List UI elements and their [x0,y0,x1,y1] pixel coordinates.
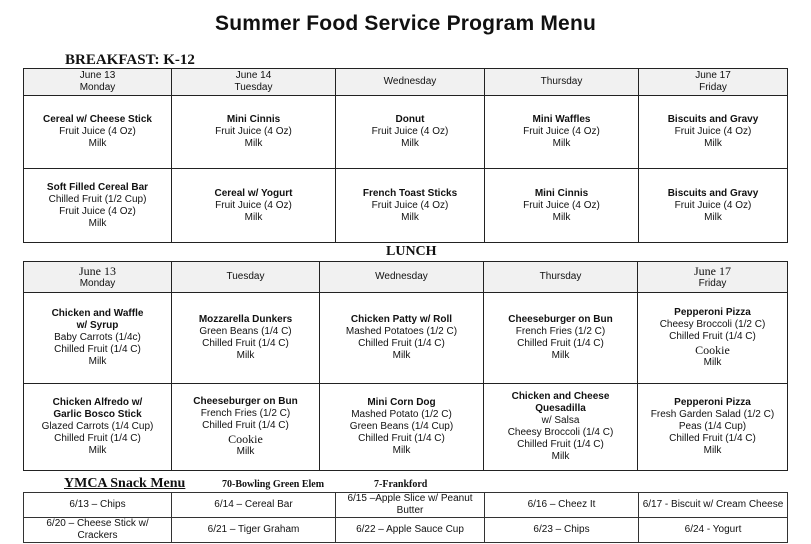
snack-cell: 6/20 – Cheese Stick w/ Crackers [24,518,172,543]
breakfast-heading: BREAKFAST: K-12 [65,52,195,68]
snack-location-2: 7-Frankford [374,479,428,490]
snack-cell: 6/21 – Tiger Graham [172,518,336,543]
breakfast-day-header: June 17 Friday [639,69,788,96]
snack-row [24,518,788,543]
menu-cell: Cereal w/ Yogurt Fruit Juice (4 Oz) Milk [172,169,336,243]
menu-cell: Biscuits and Gravy Fruit Juice (4 Oz) Milk [639,169,788,243]
snack-table [23,492,788,543]
snack-cell: 6/13 – Chips [24,493,172,518]
breakfast-row [24,96,788,169]
menu-cell: Mini Cinnis Fruit Juice (4 Oz) Milk [172,96,336,169]
menu-cell: Soft Filled Cereal Bar Chilled Fruit (1/2 Cup) Fruit Juice (4 Oz) Milk [24,169,172,243]
breakfast-day-header: June 14 Tuesday [172,69,336,96]
lunch-day-header: Tuesday [172,262,320,293]
snack-cell: 6/22 – Apple Sauce Cup [336,518,485,543]
menu-cell: Mozzarella Dunkers Green Beans (1/4 C) Chilled Fruit (1/4 C) Milk [172,293,320,384]
snack-cell: 6/17 - Biscuit w/ Cream Cheese [639,493,788,518]
breakfast-day-header: June 13 Monday [24,69,172,96]
page-title: Summer Food Service Program Menu [215,12,596,35]
breakfast-day-header: Thursday [485,69,639,96]
menu-cell: Cheeseburger on Bun French Fries (1/2 C) Chilled Fruit (1/4 C) Milk [484,293,638,384]
lunch-row [24,293,788,384]
snack-location-1: 70-Bowling Green Elem [222,479,325,490]
menu-cell: Biscuits and Gravy Fruit Juice (4 Oz) Milk [639,96,788,169]
lunch-row [24,384,788,471]
lunch-day-header: Thursday [484,262,638,293]
menu-cell: Donut Fruit Juice (4 Oz) Milk [336,96,485,169]
breakfast-header-row [24,69,788,96]
breakfast-day-header: Wednesday [336,69,485,96]
menu-cell: Chicken Patty w/ Roll Mashed Potatoes (1/2 C) Chilled Fruit (1/4 C) Milk [320,293,484,384]
lunch-header-row [24,262,788,293]
lunch-day-header: Wednesday [320,262,484,293]
menu-cell: Pepperoni Pizza Fresh Garden Salad (1/2 C) Peas (1/4 Cup) Chilled Fruit (1/4 C) Milk [638,384,788,471]
snack-cell: 6/16 – Cheez It [485,493,639,518]
breakfast-row [24,169,788,243]
menu-cell: French Toast Sticks Fruit Juice (4 Oz) Milk [336,169,485,243]
snack-cell: 6/23 – Chips [485,518,639,543]
menu-cell: Mini Waffles Fruit Juice (4 Oz) Milk [485,96,639,169]
snack-cell: 6/24 - Yogurt [639,518,788,543]
lunch-day-header: June 13 Monday [24,262,172,293]
snack-heading: YMCA Snack Menu [64,476,186,491]
menu-cell: Cheeseburger on Bun French Fries (1/2 C) Chilled Fruit (1/4 C) Cookie Milk [172,384,320,471]
lunch-day-header: June 17 Friday [638,262,788,293]
menu-cell: Mini Cinnis Fruit Juice (4 Oz) Milk [485,169,639,243]
menu-cell: Mini Corn Dog Mashed Potato (1/2 C) Green Beans (1/4 Cup) Chilled Fruit (1/4 C) Milk [320,384,484,471]
lunch-heading: LUNCH [386,244,437,259]
menu-cell: Chicken and Waffle w/ Syrup Baby Carrots (1/4c) Chilled Fruit (1/4 C) Milk [24,293,172,384]
snack-cell: 6/14 – Cereal Bar [172,493,336,518]
menu-cell: Pepperoni Pizza Cheesy Broccoli (1/2 C) Chilled Fruit (1/4 C) Cookie Milk [638,293,788,384]
snack-cell: 6/15 –Apple Slice w/ Peanut Butter [336,493,485,518]
menu-cell: Chicken and Cheese Quesadilla w/ Salsa Cheesy Broccoli (1/4 C) Chilled Fruit (1/4 C) Milk [484,384,638,471]
menu-cell: Chicken Alfredo w/ Garlic Bosco Stick Glazed Carrots (1/4 Cup) Chilled Fruit (1/4 C) Milk [24,384,172,471]
lunch-table [23,261,788,471]
snack-row [24,493,788,518]
menu-cell: Cereal w/ Cheese Stick Fruit Juice (4 Oz) Milk [24,96,172,169]
breakfast-table [23,68,788,243]
